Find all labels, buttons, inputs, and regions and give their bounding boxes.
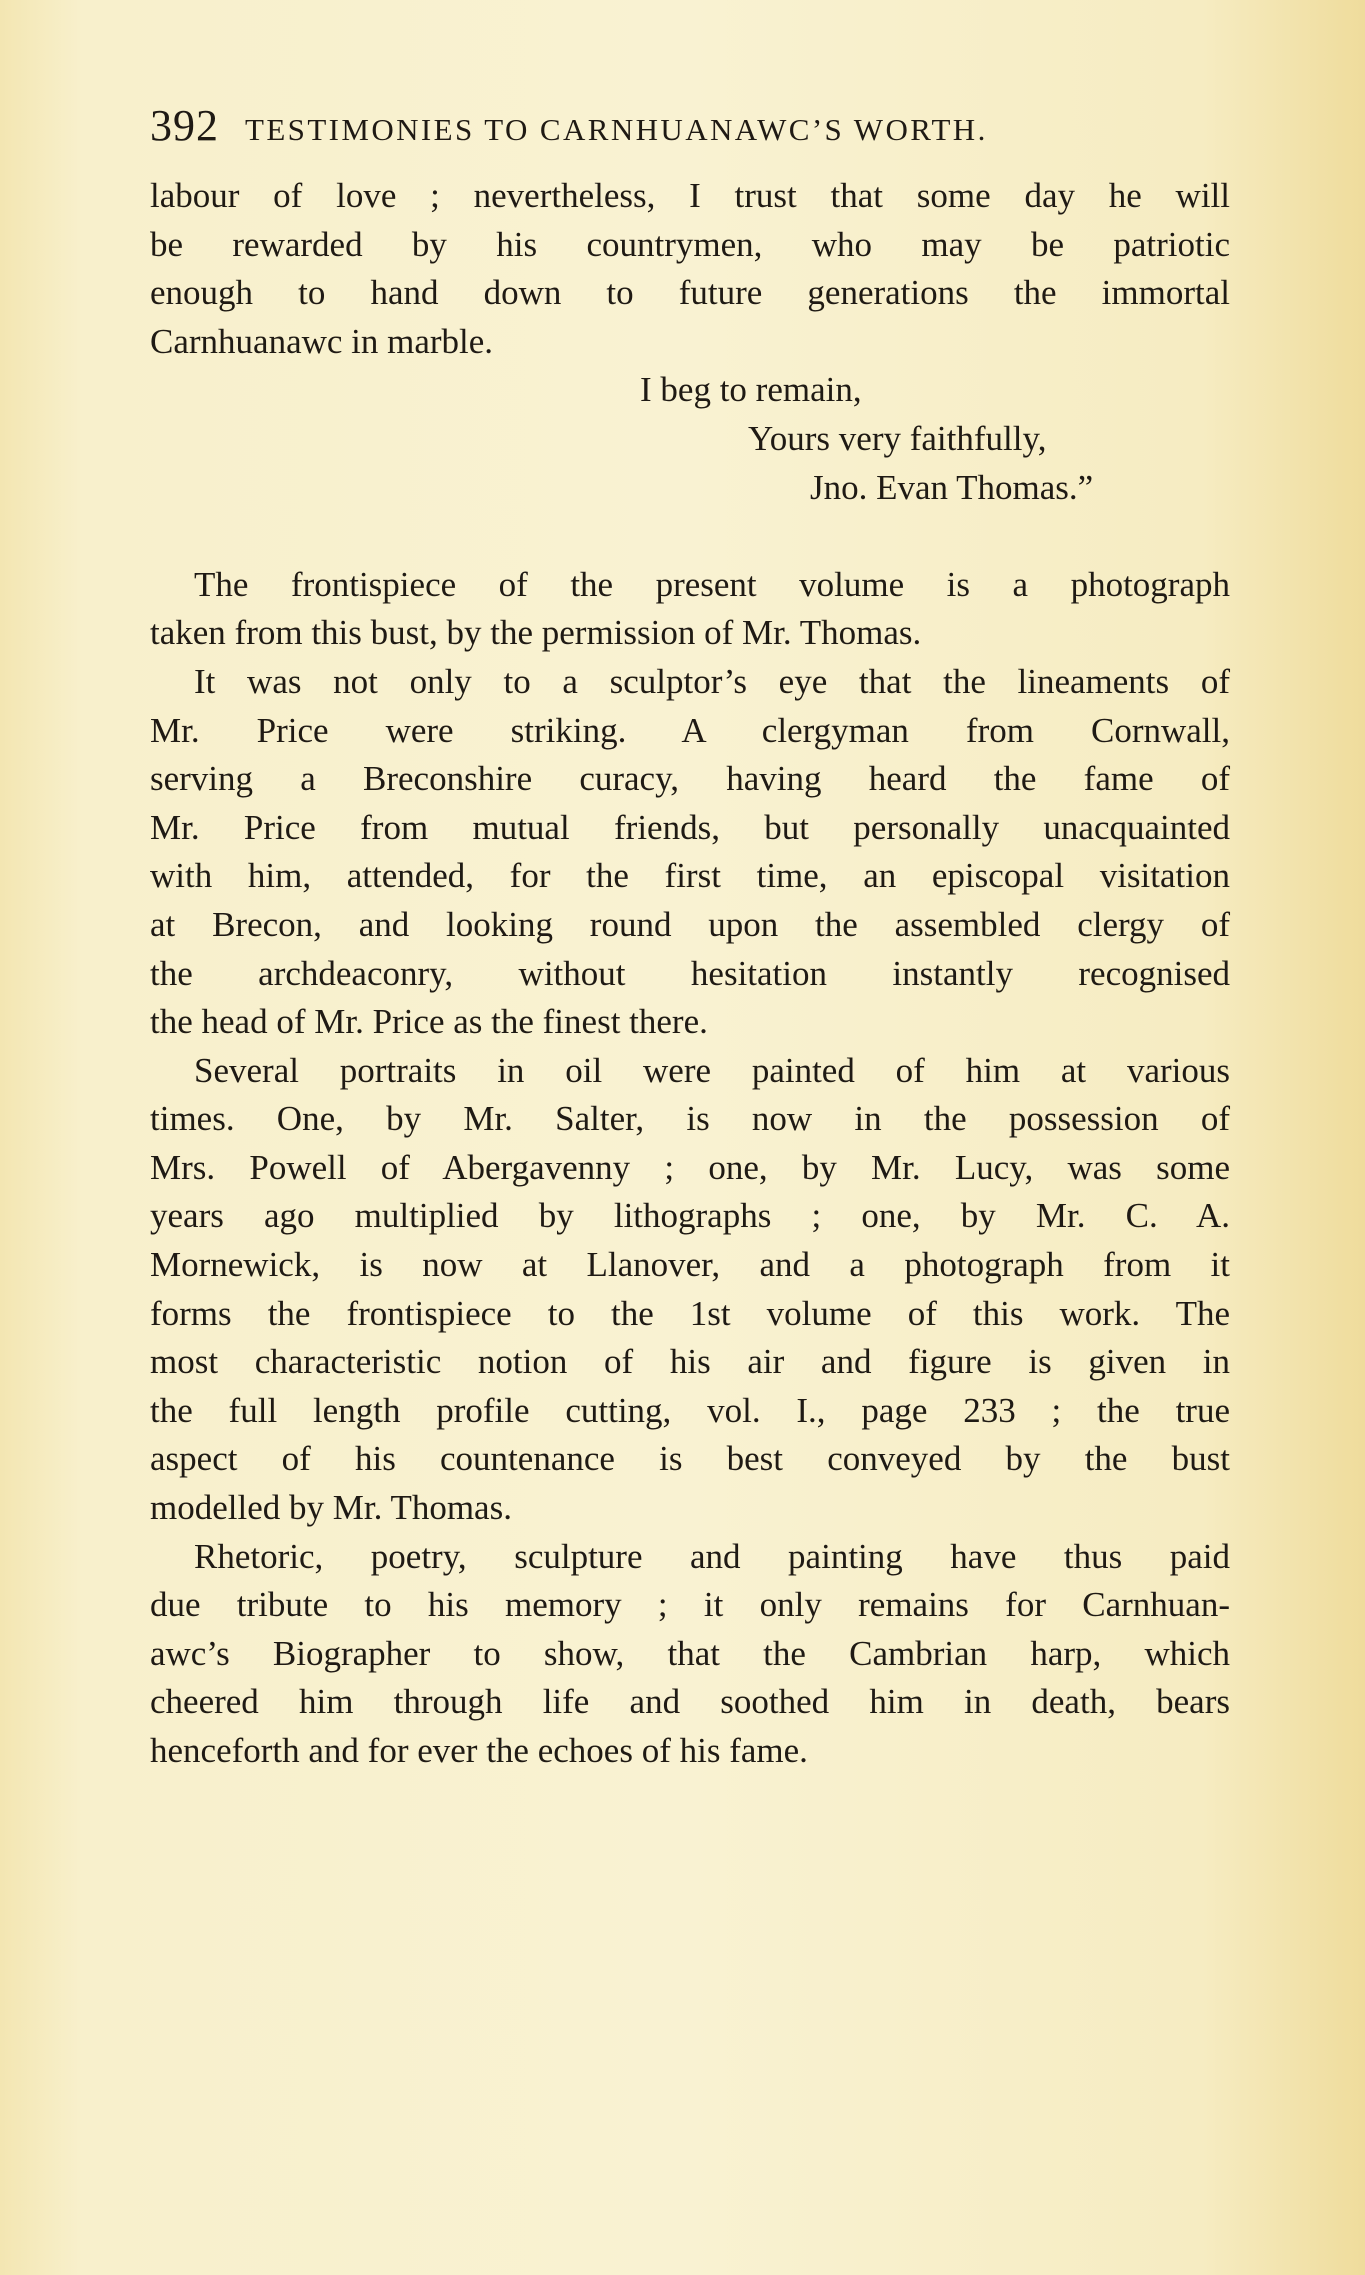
text-line: most characteristic notion of his air and figure is given in xyxy=(150,1342,1230,1382)
text-line: at Brecon, and looking round upon the assembled clergy of xyxy=(150,904,1230,944)
text-line: be rewarded by his countrymen, who may be patriotic xyxy=(150,224,1230,264)
text-line: Mrs. Powell of Abergavenny ; one, by Mr. Lucy, was some xyxy=(150,1147,1230,1187)
text-line: henceforth and for ever the echoes of his fame. xyxy=(150,1731,808,1770)
text-line: Rhetoric, poetry, sculpture and painting have thus paid xyxy=(194,1536,1230,1576)
text-line: Several portraits in oil were painted of him at various xyxy=(194,1050,1230,1090)
paragraph-frontispiece xyxy=(150,561,1230,658)
text-line: cheered him through life and soothed him in death, bears xyxy=(150,1682,1230,1722)
book-page xyxy=(150,100,1230,1776)
running-head xyxy=(150,100,1230,162)
text-line: aspect of his countenance is best conveyed by the bust xyxy=(150,1439,1230,1479)
running-title: TESTIMONIES TO CARNHUANAWC’S WORTH. xyxy=(245,112,988,147)
text-line: forms the frontispiece to the 1st volume of this work. The xyxy=(150,1293,1230,1333)
text-line: Mr. Price from mutual friends, but personally unacquainted xyxy=(150,807,1230,847)
text-line: enough to hand down to future generations the immortal xyxy=(150,273,1230,313)
letter-salutation: Yours very faithfully, xyxy=(748,418,1047,458)
text-line: taken from this bust, by the permission of Mr. Thomas. xyxy=(150,613,922,653)
text-line: the head of Mr. Price as the finest there. xyxy=(150,1002,708,1042)
paragraph-lineaments xyxy=(150,658,1230,1047)
page-number: 392 xyxy=(150,101,219,150)
text-line: with him, attended, for the first time, an episcopal visitation xyxy=(150,856,1230,896)
text-line: the full length profile cutting, vol. I., page 233 ; the true xyxy=(150,1390,1230,1430)
text-line: due tribute to his memory ; it only remains for Carnhuan- xyxy=(150,1585,1230,1625)
paragraph-gap xyxy=(150,512,1230,561)
text-line: awc’s Biographer to show, that the Cambrian harp, which xyxy=(150,1633,1230,1673)
text-line: labour of love ; nevertheless, I trust that some day he will xyxy=(150,176,1230,215)
paragraph-portraits xyxy=(150,1047,1230,1533)
text-line: serving a Breconshire curacy, having heard the fame of xyxy=(150,759,1230,799)
text-line: It was not only to a sculptor’s eye that the lineaments of xyxy=(194,661,1230,701)
paragraph-rhetoric xyxy=(150,1533,1230,1776)
text-line: modelled by Mr. Thomas. xyxy=(150,1488,512,1528)
text-line: Mr. Price were striking. A clergyman from Cornwall, xyxy=(150,710,1230,750)
letter-conclusion xyxy=(150,172,1230,512)
text-line: the archdeaconry, without hesitation instantly recognised xyxy=(150,953,1230,993)
letter-closing: I beg to remain, xyxy=(640,370,862,410)
letter-signature: Jno. Evan Thomas.” xyxy=(810,467,1094,507)
text-line: times. One, by Mr. Salter, is now in the possession of xyxy=(150,1099,1230,1139)
text-line: The frontispiece of the present volume is a photograph xyxy=(194,564,1230,604)
text-line: Carnhuanawc in marble. xyxy=(150,321,494,361)
text-line: Mornewick, is now at Llanover, and a photograph from it xyxy=(150,1245,1230,1285)
text-line: years ago multiplied by lithographs ; one, by Mr. C. A. xyxy=(150,1196,1230,1236)
